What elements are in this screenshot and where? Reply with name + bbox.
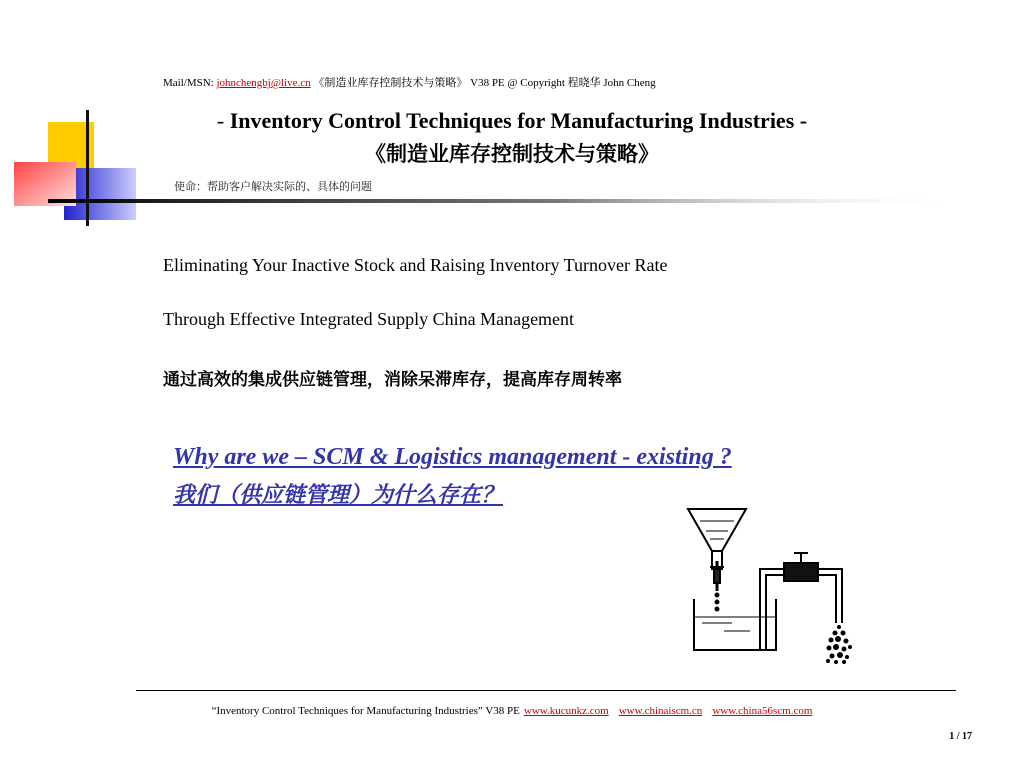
header-rule [48, 199, 968, 203]
page-title [0, 108, 1024, 134]
title-en-text: Inventory Control Techniques for Manufacturing Industries - [229, 108, 808, 133]
mail-suffix: 《制造业库存控制技术与策略》 V38 PE @ Copyright 程晓华 John Cheng [310, 77, 656, 89]
why-heading-link[interactable]: Why are we – SCM & Logistics management - existing ? [173, 444, 732, 470]
body-line-3-cn: 通过高效的集成供应链管理，消除呆滞库存，提高库存周转率 [163, 370, 622, 390]
why-heading-cn-link[interactable]: 我们（供应链管理）为什么存在？ [173, 483, 504, 508]
email-link[interactable]: johnchengbj@live.cn [216, 77, 311, 89]
tap-icon [784, 563, 818, 581]
title-dash: - [216, 108, 230, 133]
funnel-icon [688, 509, 746, 551]
page-title-cn: 《制造业库存控制技术与策略》 [365, 142, 659, 166]
contact-line [163, 74, 656, 90]
footer [0, 705, 1024, 717]
beaker-icon [694, 599, 776, 650]
footer-link-kucunkz[interactable]: www.kucunkz.com [523, 705, 609, 717]
footer-divider [136, 690, 956, 691]
water-splash-icon [826, 625, 852, 664]
mission-statement: 使命：帮助客户解决实际的、具体的问题 [174, 180, 372, 193]
footer-link-chinaiscm[interactable]: www.chinaiscm.cn [618, 705, 703, 717]
body-line-1: Eliminating Your Inactive Stock and Raising Inventory Turnover Rate [163, 255, 668, 275]
pipe-icon [760, 569, 786, 650]
mail-prefix: Mail/MSN: [163, 77, 217, 89]
page-number: 1 / 17 [949, 731, 972, 742]
footer-link-china56scm[interactable]: www.china56scm.com [712, 705, 813, 717]
body-line-2: Through Effective Integrated Supply China Management [163, 309, 575, 329]
funnel-beaker-illustration [686, 505, 856, 670]
footer-text: “Inventory Control Techniques for Manufacturing Industries” V38 PE [211, 705, 520, 717]
